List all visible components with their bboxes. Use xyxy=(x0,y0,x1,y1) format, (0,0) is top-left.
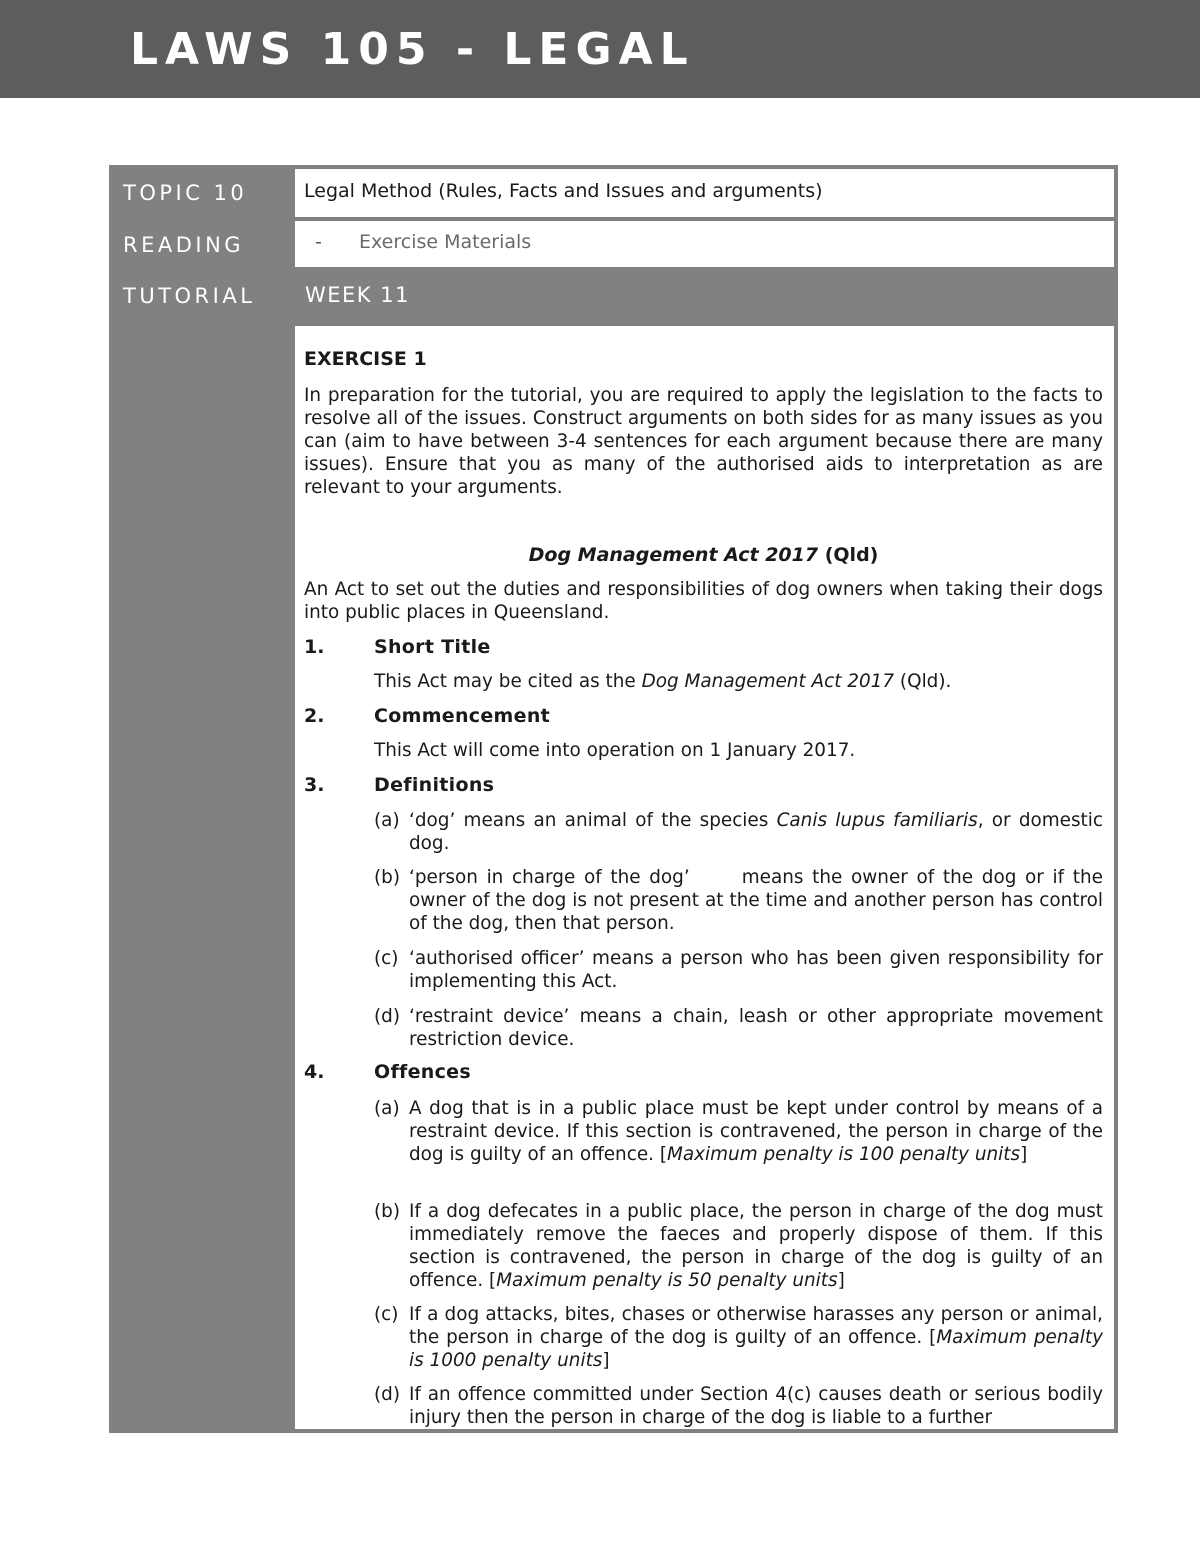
item-letter: (c) xyxy=(374,1304,399,1325)
text-run: If a dog defecates in a public place, the person in charge of the dog must immediately remove the faeces and properly dispose of them. If this section is contravened, the person in charge of the dog is guilty of an offence. [ xyxy=(409,1201,1103,1291)
act-title xyxy=(304,544,1103,567)
offence-item xyxy=(374,1303,1103,1372)
item-text: ‘authorised officer’ means a person who has been given responsibility for implementing this Act. xyxy=(409,948,1103,992)
reading-label: READING xyxy=(123,233,245,257)
header-band xyxy=(0,0,1200,98)
exercise-intro: In preparation for the tutorial, you are required to apply the legislation to the facts to resolve all of the issues. Construct arguments on both sides for as many issues as you can (aim to have between 3-4 sentences for each argument because there are many issues). Ensure that you as many of the authorised aids to interpretation as are relevant to your arguments. xyxy=(304,385,1103,498)
section-heading: Definitions xyxy=(374,774,495,796)
item-text: If an offence committed under Section 4(c) causes death or serious bodily injury then the person in charge of the dog is liable to a further xyxy=(409,1384,1103,1428)
act-title-suffix: (Qld) xyxy=(818,544,879,566)
act-title-italic: Dog Management Act 2017 xyxy=(528,544,819,566)
text-run: ‘dog’ means an animal of the species xyxy=(409,810,777,831)
reading-value: Exercise Materials xyxy=(359,231,532,253)
text-run: ] xyxy=(837,1270,845,1291)
reading-cell xyxy=(295,221,1114,267)
topic-cell xyxy=(295,169,1114,217)
body-text: (Qld). xyxy=(894,671,952,692)
item-text: ‘person in charge of the dog’ means the owner of the dog or if the owner of the dog is not present at the time and another person has control of the dog, then that person. xyxy=(409,867,1109,934)
tutorial-week: WEEK 11 xyxy=(305,283,410,307)
text-italic: Maximum penalty is 1000 penalty units xyxy=(409,1327,1103,1371)
exercise-heading: EXERCISE 1 xyxy=(304,348,427,370)
item-letter: (d) xyxy=(374,1384,401,1405)
section-number: 3. xyxy=(304,774,325,796)
text-run: ] xyxy=(1020,1144,1028,1165)
text-run: ] xyxy=(602,1350,610,1371)
body-text: This Act may be cited as the xyxy=(374,671,642,692)
text-italic: Canis lupus familiaris xyxy=(776,810,978,831)
item-letter: (d) xyxy=(374,1006,401,1027)
text-run: , or domestic dog. xyxy=(409,810,1103,854)
section-body: This Act will come into operation on 1 January 2017. xyxy=(374,740,856,761)
section-body xyxy=(374,670,951,693)
offence-item xyxy=(374,1200,1103,1292)
item-text xyxy=(409,1303,1103,1372)
act-description: An Act to set out the duties and responsibilities of dog owners when taking their dogs into public places in Queensland. xyxy=(304,579,1103,623)
section-number: 2. xyxy=(304,705,325,727)
tutorial-label: TUTORIAL xyxy=(123,284,256,308)
definition-item xyxy=(374,866,1109,935)
section-heading: Commencement xyxy=(374,705,551,727)
definition-item xyxy=(374,809,1103,855)
item-letter: (c) xyxy=(374,948,399,969)
page-title: LAWS 105 - LEGAL xyxy=(130,24,695,75)
item-letter: (b) xyxy=(374,1201,401,1222)
section-number: 1. xyxy=(304,636,325,658)
item-letter: (a) xyxy=(374,810,400,831)
definition-item xyxy=(374,1005,1103,1051)
topic-label: TOPIC 10 xyxy=(123,181,248,205)
body-italic: Dog Management Act 2017 xyxy=(641,671,895,692)
offence-item xyxy=(374,1383,1103,1429)
topic-value: Legal Method (Rules, Facts and Issues and arguments) xyxy=(304,180,823,202)
offence-item xyxy=(374,1097,1103,1166)
exercise-cell xyxy=(295,326,1114,1429)
section-heading: Short Title xyxy=(374,636,491,658)
reading-bullet: - xyxy=(315,231,322,253)
text-run: If a dog attacks, bites, chases or otherwise harasses any person or animal, the person in charge of the dog is guilty of an offence. [ xyxy=(409,1304,1103,1348)
item-text: ‘restraint device’ means a chain, leash or other appropriate movement restriction device. xyxy=(409,1006,1103,1050)
item-text xyxy=(409,1097,1103,1166)
section-number: 4. xyxy=(304,1061,325,1083)
definition-item xyxy=(374,947,1103,993)
section-heading: Offences xyxy=(374,1061,471,1083)
text-run: A dog that is in a public place must be kept under control by means of a restraint device. If this section is contravened, the person in charge of the dog is guilty of an offence. [ xyxy=(409,1098,1103,1165)
text-italic: Maximum penalty is 50 penalty units xyxy=(496,1270,838,1291)
text-italic: Maximum penalty is 100 penalty units xyxy=(667,1144,1021,1165)
item-text xyxy=(409,1200,1103,1292)
item-letter: (a) xyxy=(374,1098,400,1119)
item-letter: (b) xyxy=(374,867,401,888)
item-text xyxy=(409,809,1103,855)
